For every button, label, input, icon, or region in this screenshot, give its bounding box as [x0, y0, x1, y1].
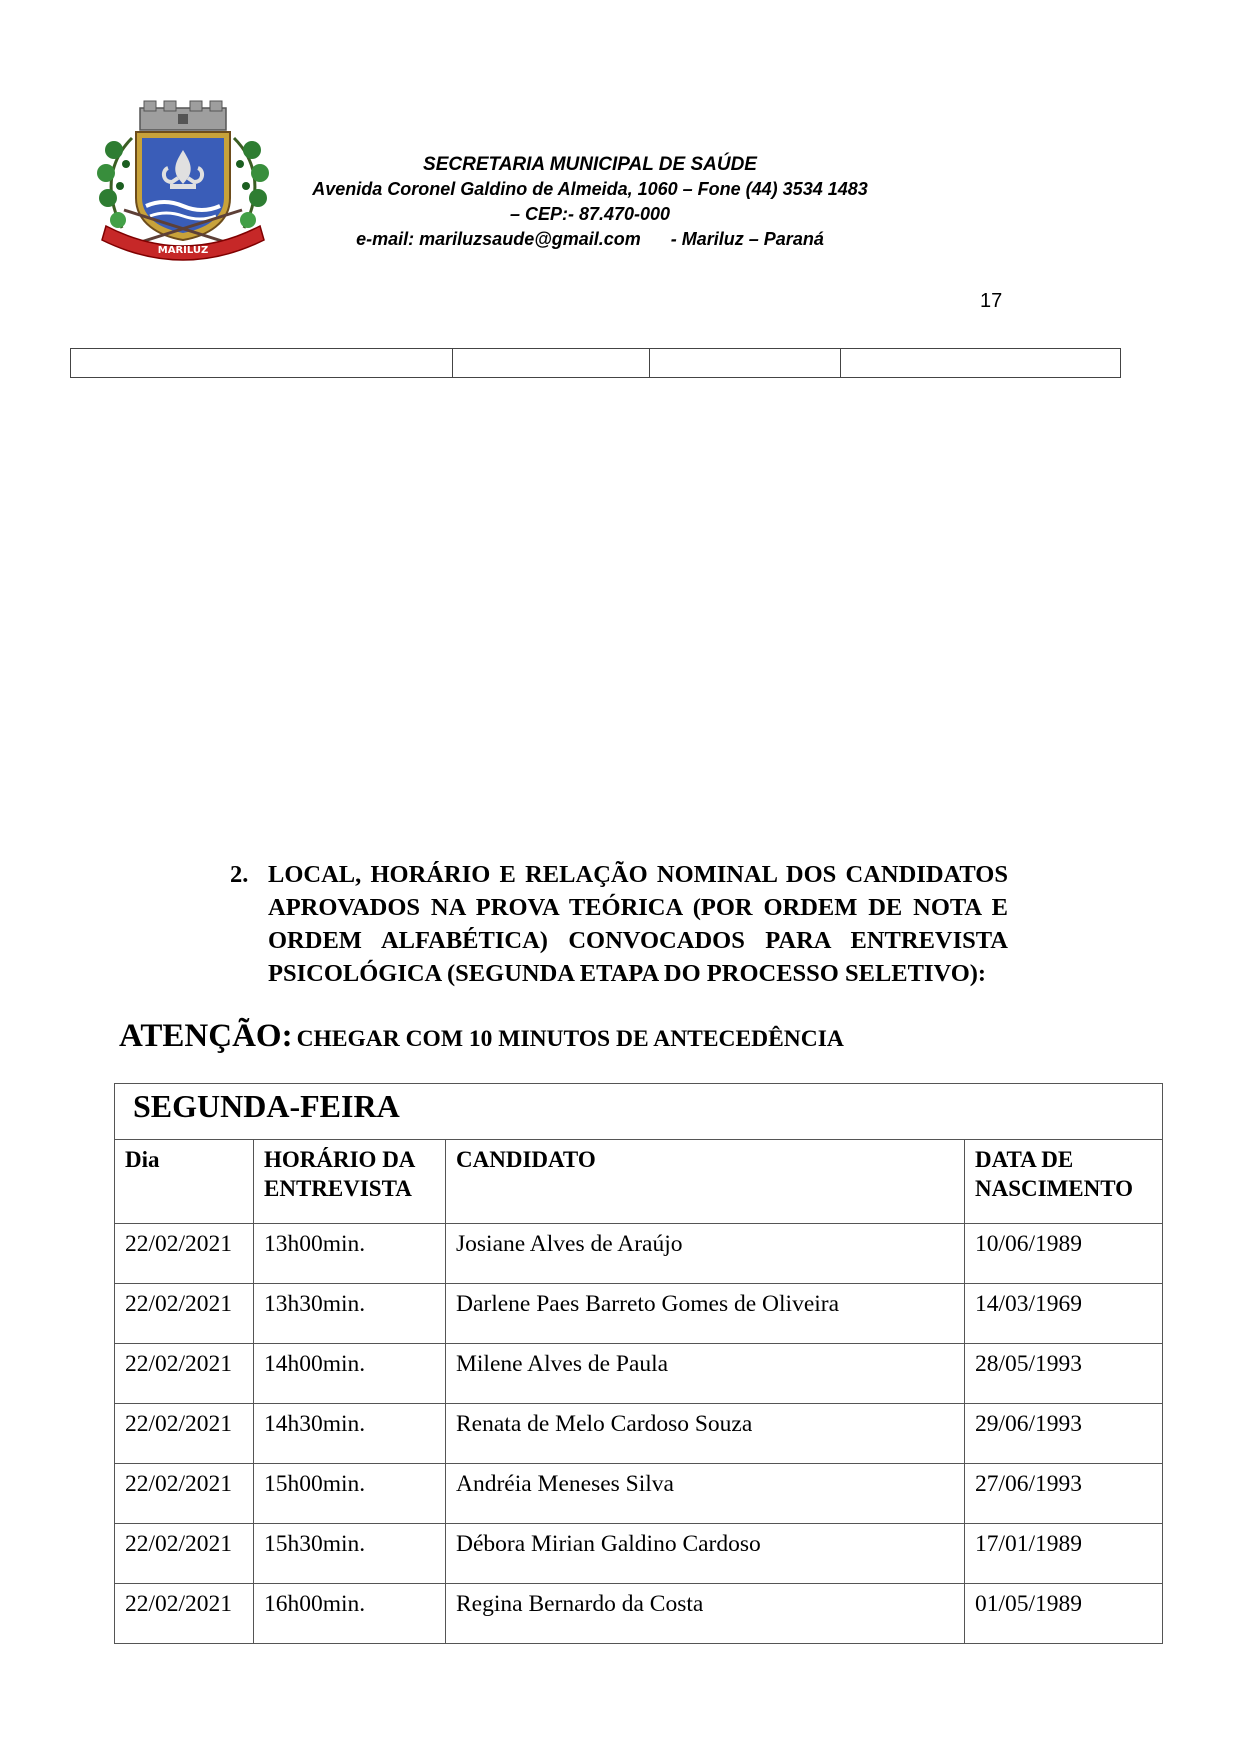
cell-birthdate: 27/06/1993: [965, 1464, 1163, 1524]
table-row: [115, 1524, 1163, 1584]
letterhead-title: SECRETARIA MUNICIPAL DE SAÚDE: [423, 154, 757, 175]
cell-date: 22/02/2021: [115, 1344, 254, 1404]
letterhead-contact: e-mail: mariluzsaude@gmail.com - Mariluz – Paraná: [356, 229, 824, 249]
column-header-dia: Dia: [115, 1140, 254, 1224]
table-row: [115, 1284, 1163, 1344]
table-row: [115, 1344, 1163, 1404]
table-cell: [71, 349, 453, 378]
cell-candidate: Josiane Alves de Araújo: [446, 1224, 965, 1284]
table-row: [115, 1404, 1163, 1464]
logo-ribbon-text: MARILUZ: [157, 245, 209, 256]
cell-time: 13h00min.: [254, 1224, 446, 1284]
cell-date: 22/02/2021: [115, 1464, 254, 1524]
cell-time: 14h00min.: [254, 1344, 446, 1404]
cell-time: 16h00min.: [254, 1584, 446, 1644]
table-row: [115, 1584, 1163, 1644]
section-2: [230, 858, 1008, 990]
table-cell: [453, 349, 650, 378]
cell-birthdate: 17/01/1989: [965, 1524, 1163, 1584]
cell-date: 22/02/2021: [115, 1224, 254, 1284]
cell-time: 14h30min.: [254, 1404, 446, 1464]
letterhead-cep: – CEP:- 87.470-000: [509, 204, 671, 224]
attention-text: CHEGAR COM 10 MINUTOS DE ANTECEDÊNCIA: [296, 1026, 844, 1052]
shield-icon: [136, 132, 230, 240]
column-header-row: [115, 1140, 1163, 1224]
cell-candidate: Débora Mirian Galdino Cardoso: [446, 1524, 965, 1584]
cell-time: 13h30min.: [254, 1284, 446, 1344]
cell-candidate: Renata de Melo Cardoso Souza: [446, 1404, 965, 1464]
attention-notice: [119, 1018, 844, 1055]
cell-birthdate: 14/03/1969: [965, 1284, 1163, 1344]
cell-candidate: Milene Alves de Paula: [446, 1344, 965, 1404]
cell-date: 22/02/2021: [115, 1524, 254, 1584]
cell-birthdate: 28/05/1993: [965, 1344, 1163, 1404]
vine-right-icon: [234, 138, 269, 228]
cell-date: 22/02/2021: [115, 1584, 254, 1644]
table-row: [115, 1224, 1163, 1284]
column-header-nascimento: DATA DE NASCIMENTO: [965, 1140, 1163, 1224]
column-header-horario: HORÁRIO DA ENTREVISTA: [254, 1140, 446, 1224]
cell-time: 15h30min.: [254, 1524, 446, 1584]
day-title: SEGUNDA-FEIRA: [115, 1084, 1163, 1140]
letterhead-address: Avenida Coronel Galdino de Almeida, 1060 – Fone (44) 3534 1483: [312, 179, 868, 199]
cell-candidate: Darlene Paes Barreto Gomes de Oliveira: [446, 1284, 965, 1344]
cell-date: 22/02/2021: [115, 1404, 254, 1464]
table-cell: [841, 349, 1121, 378]
cell-birthdate: 29/06/1993: [965, 1404, 1163, 1464]
column-header-candidato: CANDIDATO: [446, 1140, 965, 1224]
mariluz-coat-of-arms-logo: [92, 98, 274, 268]
table-row: [71, 349, 1121, 378]
mural-crown-icon: [140, 101, 226, 130]
section-heading: LOCAL, HORÁRIO E RELAÇÃO NOMINAL DOS CANDIDATOS APROVADOS NA PROVA TEÓRICA (POR ORDEM DE NOTA E ORDEM ALFABÉTICA) CONVOCADOS PARA ENTREVISTA PSICOLÓGICA (SEGUNDA ETAPA DO PROCESSO SELETIVO):: [268, 861, 1008, 987]
cell-birthdate: 10/06/1989: [965, 1224, 1163, 1284]
cell-candidate: Regina Bernardo da Costa: [446, 1584, 965, 1644]
page-number: 17: [980, 290, 1003, 312]
table-row: [115, 1464, 1163, 1524]
interview-schedule-table: [114, 1083, 1163, 1644]
cell-time: 15h00min.: [254, 1464, 446, 1524]
cell-birthdate: 01/05/1989: [965, 1584, 1163, 1644]
section-number: 2.: [230, 861, 249, 888]
attention-label: ATENÇÃO:: [119, 1018, 293, 1054]
empty-table-remnant: [70, 348, 1121, 378]
day-header-row: [115, 1084, 1163, 1140]
cell-candidate: Andréia Meneses Silva: [446, 1464, 965, 1524]
vine-left-icon: [97, 138, 132, 228]
table-cell: [650, 349, 841, 378]
cell-date: 22/02/2021: [115, 1284, 254, 1344]
letterhead: [270, 152, 910, 252]
